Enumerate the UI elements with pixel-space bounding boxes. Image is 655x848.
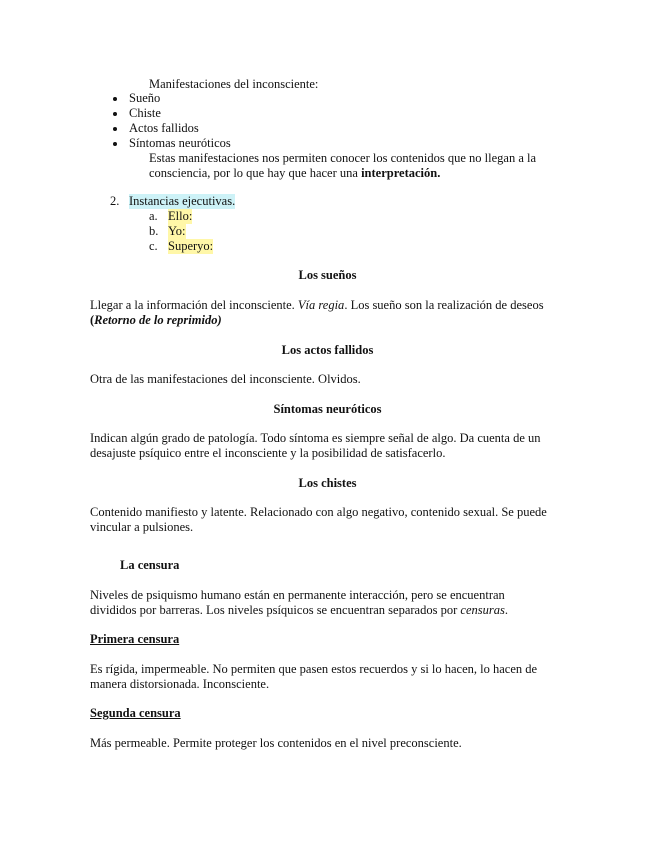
suenos-bold-italic: Retorno de lo reprimido) — [94, 313, 222, 327]
subitem-marker: b. — [149, 224, 159, 238]
numbered-marker: 2. — [110, 194, 120, 208]
heading-suenos: Los sueños — [298, 268, 357, 282]
suenos-line1 — [90, 298, 544, 313]
bullet-item-chiste: Chiste — [129, 106, 161, 120]
subitem-marker: a. — [149, 209, 158, 223]
segunda-text: Más permeable. Permite proteger los contenidos en el nivel preconsciente. — [90, 736, 462, 750]
bullet-dot — [113, 97, 117, 101]
heading-chistes: Los chistes — [298, 476, 357, 490]
manifest-note-line2 — [149, 166, 440, 181]
heading-primera-censura: Primera censura — [90, 632, 180, 646]
bullet-dot — [113, 127, 117, 131]
numbered-item-instancias: Instancias ejecutivas. — [129, 194, 236, 208]
censura-line2 — [90, 603, 508, 618]
suenos-text-b: . Los sueño son la realización de deseos — [344, 298, 544, 312]
manifest-note-text: consciencia, por lo que hay que hacer una — [149, 166, 362, 180]
primera-line2: manera distorsionada. Inconsciente. — [90, 677, 270, 691]
heading-sintomas: Síntomas neuróticos — [273, 402, 382, 416]
subitem-marker: c. — [149, 239, 158, 253]
chistes-line2: vincular a pulsiones. — [90, 520, 194, 534]
primera-line1: Es rígida, impermeable. No permiten que pasen estos recuerdos y si lo hacen, lo hacen de — [90, 662, 538, 676]
sintomas-line2: desajuste psíquico entre el inconsciente y la posibilidad de satisfacerlo. — [90, 446, 446, 460]
bullet-item-sueno: Sueño — [129, 91, 161, 105]
chistes-line1: Contenido manifiesto y latente. Relacionado con algo negativo, contenido sexual. Se puede — [90, 505, 547, 519]
censura-line1: Niveles de psiquismo humano están en permanente interacción, pero se encuentran — [90, 588, 505, 602]
subitem-yo: Yo: — [168, 224, 186, 238]
manifest-note-bold: interpretación. — [361, 166, 441, 180]
bullet-dot — [113, 112, 117, 116]
heading-segunda-censura: Segunda censura — [90, 706, 181, 720]
censura-text-a: divididos por barreras. Los niveles psíquicos se encuentran separados por — [90, 603, 461, 617]
suenos-italic: Vía regia — [297, 298, 345, 312]
actos-text: Otra de las manifestaciones del inconsciente. Olvidos. — [90, 372, 361, 386]
subitem-superyo: Superyo: — [168, 239, 214, 253]
bullet-item-sintomas: Síntomas neuróticos — [129, 136, 231, 150]
heading-censura: La censura — [120, 558, 180, 572]
bullet-dot — [113, 142, 117, 146]
censura-text-b: . — [504, 603, 508, 617]
suenos-paren: ( — [90, 313, 95, 327]
censura-italic: censuras — [460, 603, 505, 617]
bullet-item-actos-fallidos: Actos fallidos — [129, 121, 199, 135]
suenos-line2 — [90, 313, 222, 328]
intro-line: Manifestaciones del inconsciente: — [149, 77, 319, 91]
manifest-note-line1: Estas manifestaciones nos permiten conocer los contenidos que no llegan a la — [149, 151, 537, 165]
heading-actos-fallidos: Los actos fallidos — [281, 343, 374, 357]
subitem-ello: Ello: — [168, 209, 193, 223]
sintomas-line1: Indican algún grado de patología. Todo síntoma es siempre señal de algo. Da cuenta de un — [90, 431, 541, 445]
suenos-text-a: Llegar a la información del inconsciente. — [90, 298, 298, 312]
